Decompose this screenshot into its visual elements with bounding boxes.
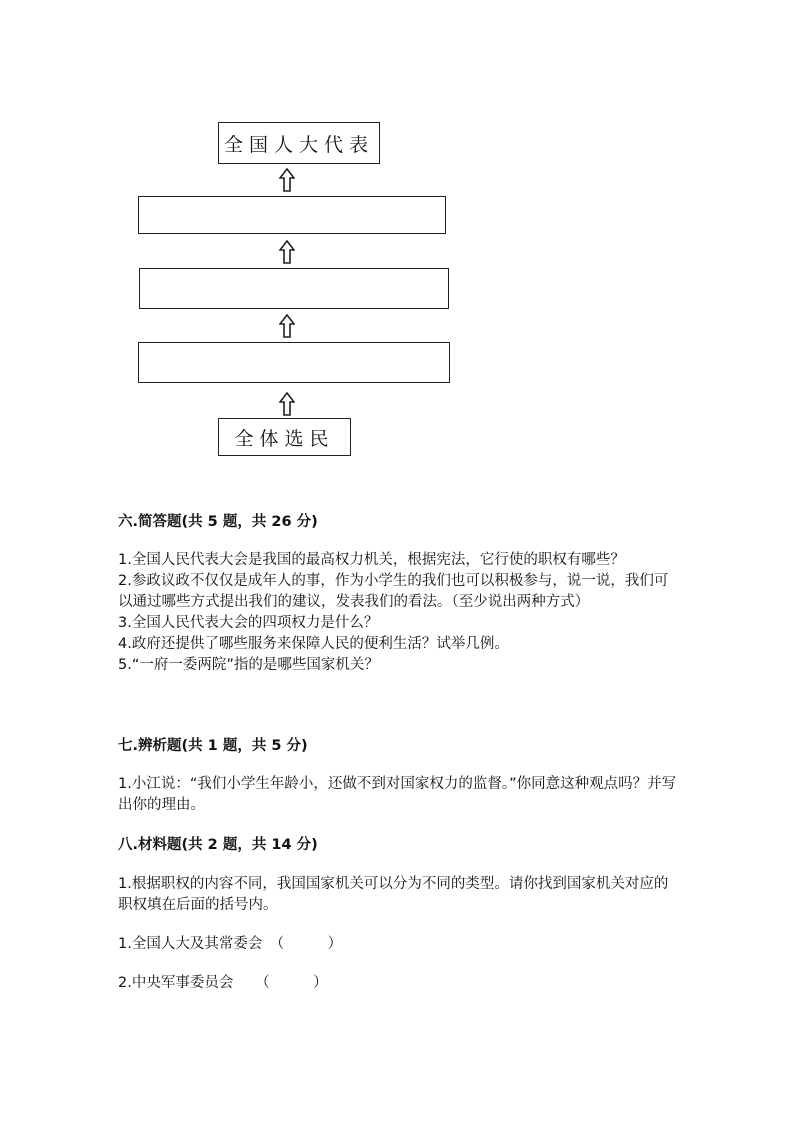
section-title: 八.材料题(共 2 题，共 14 分) [118,837,318,853]
material-item: 1.全国人大及其常委会 （ ） [118,936,343,952]
material-intro: 1.根据职权的内容不同，我国国家机关可以分为不同的类型。请你找到国家机关对应的职权填在后面的括号内。 [118,876,669,913]
top-box [218,122,380,164]
section-7-title [118,736,678,757]
up-arrow-icon [279,392,295,416]
up-arrow-icon [279,168,295,192]
section-6-title [118,512,678,533]
material-item: 2.中央军事委员会 （ ） [118,975,328,991]
question-3: 3.全国人民代表大会的四项权力是什么？ [118,615,379,631]
question-1: 1.小江说：“我们小学生年龄小，还做不到对国家权力的监督。”你同意这种观点吗？并写出你的理由。 [118,776,677,813]
up-arrow-icon [279,314,295,338]
question-4: 4.政府还提供了哪些服务来保障人民的便利生活？试举几例。 [118,636,509,652]
question-2: 2.参政议政不仅仅是成年人的事，作为小学生的我们也可以积极参与，说一说，我们可以通过哪些方式提出我们的建议，发表我们的看法。（至少说出两种方式） [118,573,669,610]
blank-box-2 [139,268,449,309]
bottom-box [218,418,351,456]
section-8-item-2 [118,973,678,994]
question-1: 1.全国人民代表大会是我国的最高权力机关，根据宪法，它行使的职权有哪些？ [118,552,625,568]
blank-box-3 [138,342,450,383]
section-title: 七.辨析题(共 1 题，共 5 分) [118,738,308,754]
section-8-title [118,835,678,856]
section-title: 六.简答题(共 5 题，共 26 分) [118,514,318,530]
question-5: 5.“一府一委两院”指的是哪些国家机关？ [118,657,379,673]
blank-box-1 [138,196,446,234]
section-8-intro [118,874,678,916]
bottom-box-label: 全体选民 [234,427,335,450]
section-8-item-1 [118,934,678,955]
section-6-questions [118,550,678,676]
top-box-label: 全国人大代表 [223,133,374,156]
section-7-questions [118,774,678,816]
hierarchy-diagram [0,0,794,470]
up-arrow-icon [279,240,295,264]
